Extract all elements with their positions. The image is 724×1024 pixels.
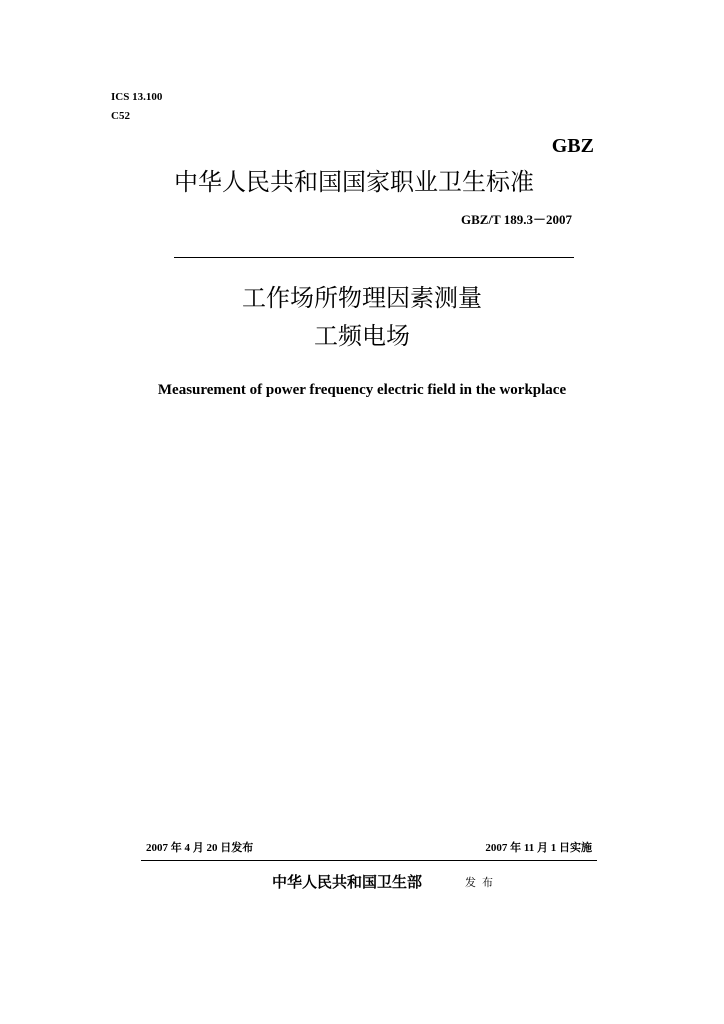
header-divider: [174, 257, 574, 258]
standard-category-title: 中华人民共和国国家职业卫生标准: [174, 168, 534, 196]
ics-code: ICS 13.100: [111, 91, 163, 103]
issue-date: 2007 年 4 月 20 日发布: [146, 842, 254, 854]
document-title-line-1: 工作场所物理因素测量: [242, 284, 482, 312]
classification-code: C52: [111, 110, 130, 122]
implementation-date: 2007 年 11 月 1 日实施: [485, 842, 592, 854]
footer-divider: [141, 860, 597, 861]
standard-mark: GBZ: [551, 135, 594, 157]
standard-number: GBZ/T 189.3－2007: [460, 212, 572, 227]
document-title-line-2: 工频电场: [314, 322, 410, 350]
issuing-authority: 中华人民共和国卫生部: [272, 873, 423, 891]
publish-label: 发布: [465, 876, 499, 889]
english-title: Measurement of power frequency electric field in the workplace: [157, 382, 567, 398]
